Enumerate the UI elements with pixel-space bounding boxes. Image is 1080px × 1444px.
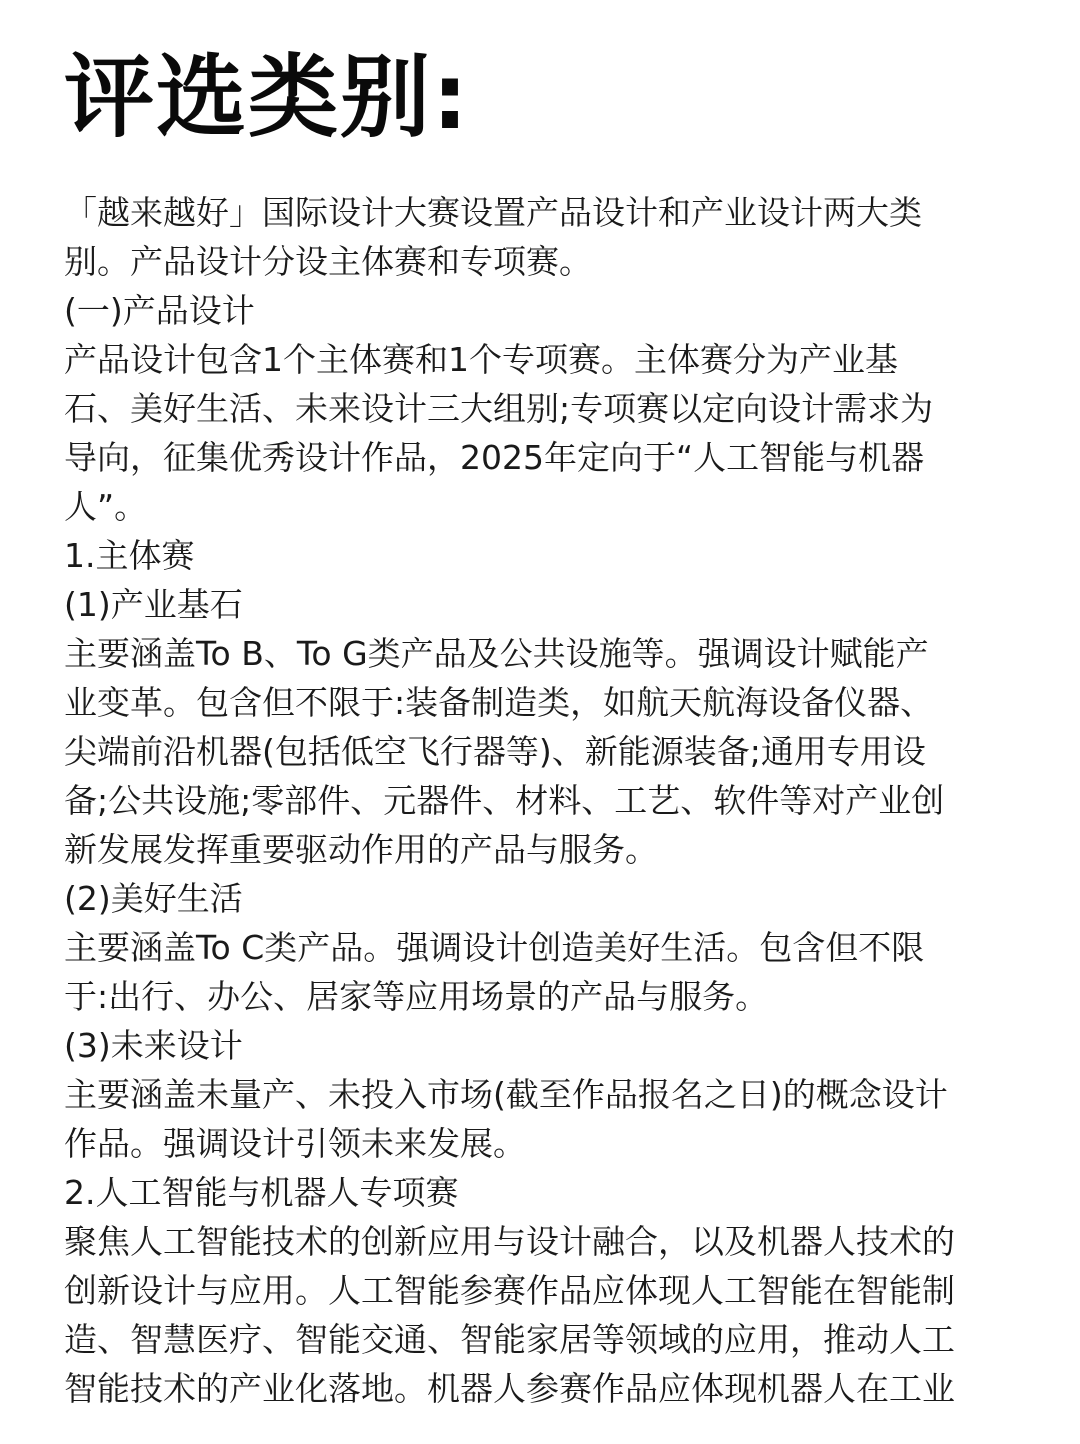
paragraph-line: 导向，征集优秀设计作品，2025年定向于“人工智能与机器 [64, 438, 925, 477]
paragraph-line: 主要涵盖To B、To G类产品及公共设施等。强调设计赋能产 [64, 634, 929, 673]
paragraph-line: 聚焦人工智能技术的创新应用与设计融合，以及机器人技术的 [64, 1222, 955, 1261]
paragraph-line: 造、智慧医疗、智能交通、智能家居等领域的应用，推动人工 [64, 1320, 955, 1359]
paragraph-line: 别。产品设计分设主体赛和专项赛。 [64, 242, 592, 281]
paragraph-line: 人”。 [64, 487, 148, 526]
document-body [64, 188, 1024, 1413]
section-heading: 2.人工智能与机器人专项赛 [64, 1173, 459, 1212]
paragraph-line: 尖端前沿机器(包括低空飞行器等)、新能源装备;通用专用设 [64, 732, 926, 771]
paragraph-line: 备;公共设施;零部件、元器件、材料、工艺、软件等对产业创 [64, 781, 945, 820]
paragraph-line: 智能技术的产业化落地。机器人参赛作品应体现机器人在工业 [64, 1369, 955, 1408]
paragraph-line: 石、美好生活、未来设计三大组别;专项赛以定向设计需求为 [64, 389, 934, 428]
section-heading: (3)未来设计 [64, 1026, 243, 1065]
paragraph-line: 于:出行、办公、居家等应用场景的产品与服务。 [64, 977, 769, 1016]
paragraph-line: 主要涵盖未量产、未投入市场(截至作品报名之日)的概念设计 [64, 1075, 948, 1114]
paragraph-line: 「越来越好」国际设计大赛设置产品设计和产业设计两大类 [64, 193, 922, 232]
paragraph-line: 新发展发挥重要驱动作用的产品与服务。 [64, 830, 658, 869]
paragraph-line: 作品。强调设计引领未来发展。 [64, 1124, 526, 1163]
page-title: 评选类别: [64, 45, 470, 150]
paragraph-line: 业变革。包含但不限于:装备制造类，如航天航海设备仪器、 [64, 683, 934, 722]
paragraph-line: 主要涵盖To C类产品。强调设计创造美好生活。包含但不限 [64, 928, 925, 967]
paragraph-line: 创新设计与应用。人工智能参赛作品应体现人工智能在智能制 [64, 1271, 955, 1310]
section-heading: 1.主体赛 [64, 536, 195, 575]
paragraph-line: 产品设计包含1个主体赛和1个专项赛。主体赛分为产业基 [64, 340, 898, 379]
section-heading: (1)产业基石 [64, 585, 243, 624]
section-heading: (一)产品设计 [64, 291, 255, 330]
section-heading: (2)美好生活 [64, 879, 243, 918]
